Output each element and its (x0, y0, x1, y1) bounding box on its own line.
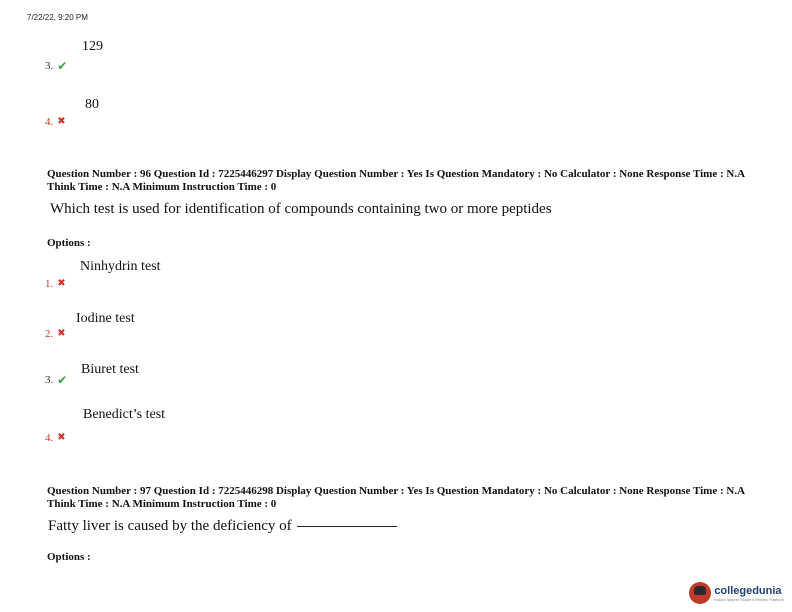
question-meta: Question Number : 96 Question Id : 7225446297 Display Question Number : Yes Is Question Mandatory : No Calculator : None Response Time : N.A Think Time : N.A Minimum Instruction Time : 0 (47, 168, 745, 193)
option-number (45, 60, 67, 72)
option-number (45, 116, 66, 128)
mascot-icon (689, 582, 711, 604)
options-label: Options : (47, 237, 91, 249)
check-icon: ✔ (57, 373, 68, 387)
option-number (45, 432, 66, 444)
option-text: Iodine test (76, 311, 135, 326)
question-text (48, 518, 397, 535)
option-number-label: 3. (45, 374, 54, 386)
logo-tagline: India's largest Student Review Platform (714, 596, 784, 602)
option-number-label: 3. (45, 60, 54, 72)
option-number (45, 374, 67, 386)
option-text: Benedict’s test (83, 407, 166, 422)
question-meta: Question Number : 97 Question Id : 7225446298 Display Question Number : Yes Is Question Mandatory : No Calculator : None Response Time : N.A Think Time : N.A Minimum Instruction Time : 0 (47, 485, 745, 510)
option-text: 80 (85, 97, 99, 112)
option-number-label: 4. (45, 116, 54, 128)
check-icon: ✔ (57, 59, 68, 73)
answer-blank (297, 526, 397, 527)
question-text-content: Fatty liver is caused by the deficiency of (48, 518, 292, 534)
cross-icon: ✖ (57, 278, 66, 289)
option-text: Biuret test (81, 362, 139, 377)
cross-icon: ✖ (57, 328, 66, 339)
option-number (45, 328, 66, 340)
option-number (45, 278, 66, 290)
logo-brand: collegedunia (714, 584, 782, 597)
option-text: Ninhydrin test (80, 259, 161, 274)
logo-wordmark (714, 585, 784, 602)
question-text: Which test is used for identification of compounds containing two or more peptides (50, 201, 552, 217)
options-label: Options : (47, 551, 91, 563)
collegedunia-logo (689, 582, 784, 604)
option-text: 129 (82, 39, 103, 54)
option-number-label: 4. (45, 432, 54, 444)
cross-icon: ✖ (57, 116, 66, 127)
cross-icon: ✖ (57, 432, 66, 443)
option-number-label: 2. (45, 328, 54, 340)
option-number-label: 1. (45, 278, 54, 290)
print-timestamp: 7/22/22, 9:20 PM (27, 13, 88, 22)
